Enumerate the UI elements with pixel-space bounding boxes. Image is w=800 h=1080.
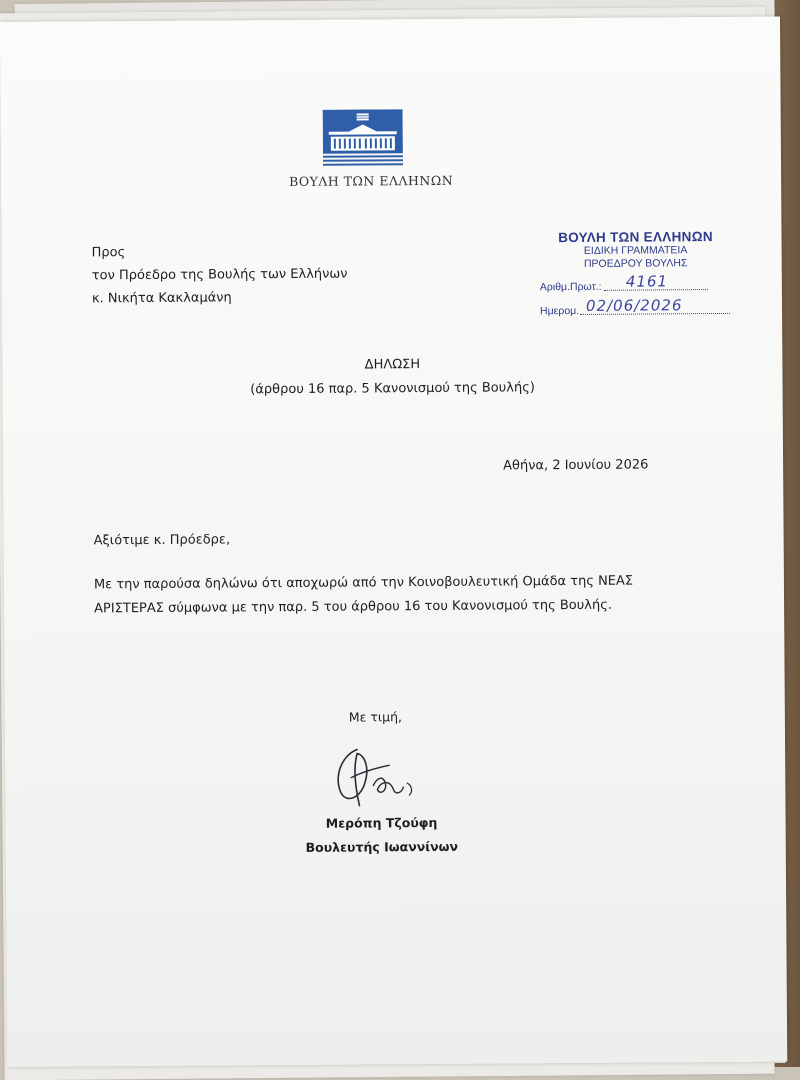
stamp-subtitle: ΕΙΔΙΚΗ ΓΡΑΜΜΑΤΕΙΑ xyxy=(536,244,736,258)
logo-caption: ΒΟΥΛΗ ΤΩΝ ΕΛΛΗΝΩΝ xyxy=(271,173,471,189)
stamp-protocol-row xyxy=(536,274,736,295)
signer-name: Μερόπη Τζούφη xyxy=(282,815,482,831)
stamp-date-row xyxy=(536,298,736,319)
closing: Με τιμή, xyxy=(349,709,402,724)
stamp-protocol-number: 4161 xyxy=(626,272,668,290)
signer-title: Βουλευτής Ιωαννίνων xyxy=(282,839,482,855)
stamp-protocol-label: Αριθμ.Πρωτ.: xyxy=(540,281,602,293)
handwritten-signature-icon xyxy=(327,737,438,818)
body-line: ΑΡΙΣΤΕΡΑΣ σύμφωνα με την παρ. 5 του άρθρου 16 του Κανονισμού της Βουλής. xyxy=(94,593,694,621)
stamp-title: ΒΟΥΛΗ ΤΩΝ ΕΛΛΗΝΩΝ xyxy=(535,229,735,245)
document-subtitle: (άρθρου 16 παρ. 5 Κανονισμού της Βουλής) xyxy=(3,379,783,399)
body-line: Με την παρούσα δηλώνω ότι αποχωρώ από την Κοινοβουλευτική Ομάδα της ΝΕΑΣ xyxy=(94,569,694,597)
document-title: ΔΗΛΩΣΗ xyxy=(2,355,782,375)
recipient-line: τον Πρόεδρο της Βουλής των Ελλήνων xyxy=(92,263,348,288)
recipient-line: Προς xyxy=(92,240,348,265)
body-paragraph xyxy=(94,569,694,621)
parliament-building-icon xyxy=(323,109,403,168)
stamp-subtitle: ΠΡΟΕΔΡΟΥ ΒΟΥΛΗΣ xyxy=(536,257,736,271)
salutation: Αξιότιμε κ. Πρόεδρε, xyxy=(94,532,231,548)
recipient-block xyxy=(92,240,348,311)
stamp-date-label: Ημερομ. xyxy=(540,305,579,317)
document-date: Αθήνα, 2 Ιουνίου 2026 xyxy=(503,457,648,473)
stamp-date-value: 02/06/2026 xyxy=(586,296,683,315)
recipient-line: κ. Νικήτα Κακλαμάνη xyxy=(92,286,348,311)
protocol-stamp xyxy=(535,229,736,319)
letter-page xyxy=(0,17,787,1067)
